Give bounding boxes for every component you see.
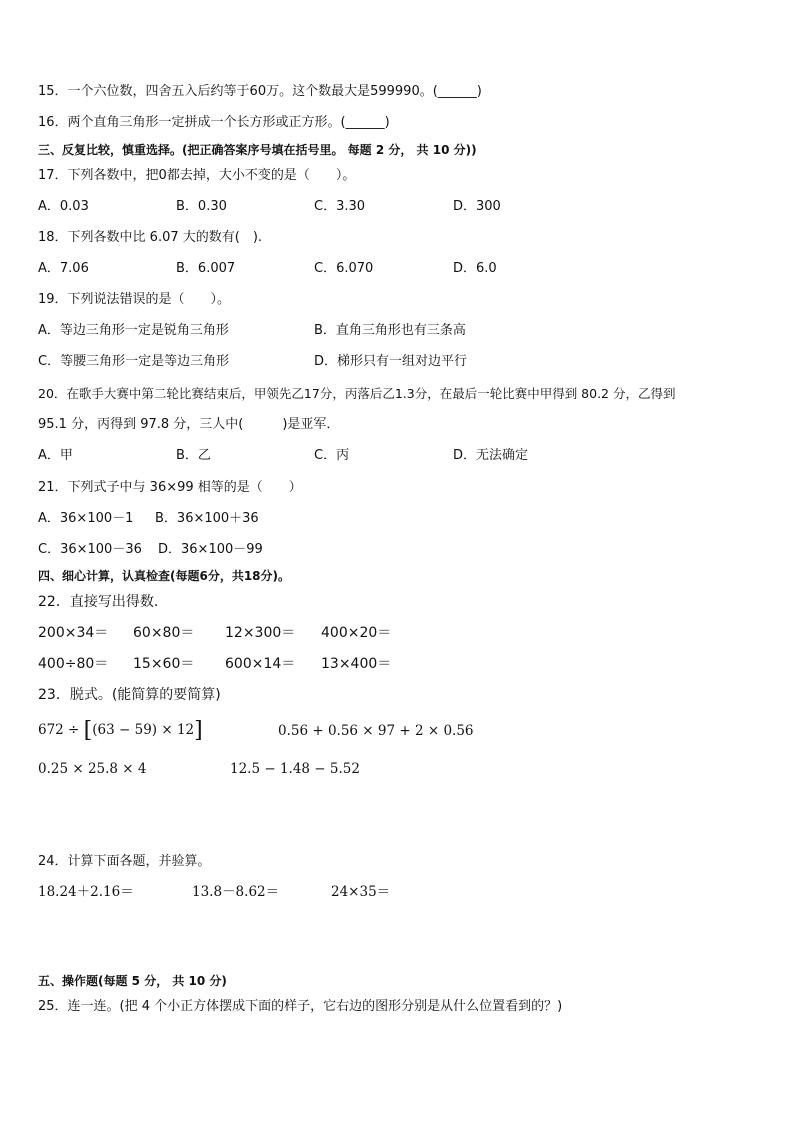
question-22: 22．直接写出得数.: [38, 594, 159, 610]
q19-option-a: A．等边三角形一定是锐角三角形: [38, 323, 229, 338]
q23-expression-3: 0.25 × 25.8 × 4: [38, 761, 147, 777]
q24-item: 13.8－8.62＝: [192, 884, 280, 900]
q20-option-b: B．乙: [176, 448, 211, 463]
right-square-bracket: ]: [194, 718, 203, 743]
q18-option-c: C．6.070: [314, 261, 374, 276]
q18-option-a: A．7.06: [38, 261, 89, 276]
q24-item: 18.24＋2.16＝: [38, 884, 134, 900]
question-25: 25．连一连。(把 4 个小正方体摆成下面的样子，它右边的图形分别是从什么位置看到的？): [38, 999, 563, 1014]
section-5-heading: 五、操作题(每题 5 分， 共 10 分): [38, 974, 227, 988]
question-20-line-2: 95.1 分，丙得到 97.8 分，三人中( )是亚军．: [38, 417, 340, 432]
section-3-heading: 三、反复比较，慎重选择。(把正确答案序号填在括号里。 每题 2 分， 共 10 分)): [38, 143, 477, 157]
q22-item: 600×14＝: [225, 656, 296, 672]
q18-option-d: D．6.0: [453, 261, 497, 276]
q21-option-c: C．36×100－36: [38, 542, 142, 557]
q18-option-b: B．6.007: [176, 261, 236, 276]
q20-option-a: A．甲: [38, 448, 73, 463]
question-17: 17．下列各数中，把0都去掉，大小不变的是（ ）。: [38, 168, 356, 183]
q22-item: 12×300＝: [225, 625, 296, 641]
q22-item: 15×60＝: [133, 656, 195, 672]
q22-item: 200×34＝: [38, 625, 109, 641]
q17-option-c: C．3.30: [314, 199, 366, 214]
q22-item: 60×80＝: [133, 625, 195, 641]
q23-expression-2: 0.56 + 0.56 × 97 + 2 × 0.56: [278, 723, 474, 739]
q23-expression-1: [38, 718, 203, 743]
question-21: 21．下列式子中与 36×99 相等的是（ ）: [38, 480, 302, 495]
q21-option-d: D．36×100－99: [158, 542, 263, 557]
q17-option-b: B．0.30: [176, 199, 227, 214]
question-23: 23．脱式。(能简算的要简算): [38, 687, 221, 703]
section-4-heading: 四、细心计算，认真检查(每题6分，共18分)。: [38, 569, 291, 583]
q22-item: 400×20＝: [321, 625, 392, 641]
q22-item: 400÷80＝: [38, 656, 109, 672]
question-18: 18．下列各数中比 6.07 大的数有( ).: [38, 230, 263, 245]
q19-option-d: D．梯形只有一组对边平行: [314, 354, 468, 369]
question-16: 16．两个直角三角形一定拼成一个长方形或正方形。(______): [38, 115, 390, 130]
q20-option-c: C．丙: [314, 448, 350, 463]
left-square-bracket: [: [83, 718, 93, 743]
q20-option-d: D．无法确定: [453, 448, 529, 463]
question-15: 15．一个六位数，四舍五入后约等于60万。这个数最大是599990。(______): [38, 84, 482, 99]
question-19: 19．下列说法错误的是（ ）。: [38, 292, 231, 307]
q19-option-c: C．等腰三角形一定是等边三角形: [38, 354, 230, 369]
question-20-line-1: 20．在歌手大赛中第二轮比赛结束后，甲领先乙17分，丙落后乙1.3分，在最后一轮比赛中甲得到 80.2 分，乙得到: [38, 386, 676, 401]
q19-option-b: B．直角三角形也有三条高: [314, 323, 466, 338]
q17-option-a: A．0.03: [38, 199, 89, 214]
question-24: 24．计算下面各题，并验算。: [38, 854, 211, 869]
q21-option-b: B．36×100＋36: [155, 511, 259, 526]
q23-expression-1-inner: (63 − 59) × 12: [92, 722, 195, 738]
q21-option-a: A．36×100－1: [38, 511, 134, 526]
q22-item: 13×400＝: [321, 656, 392, 672]
q23-expression-1-prefix: 672 ÷: [38, 722, 84, 738]
q17-option-d: D．300: [453, 199, 501, 214]
q24-item: 24×35＝: [331, 884, 391, 900]
q23-expression-4: 12.5 − 1.48 − 5.52: [230, 761, 360, 777]
